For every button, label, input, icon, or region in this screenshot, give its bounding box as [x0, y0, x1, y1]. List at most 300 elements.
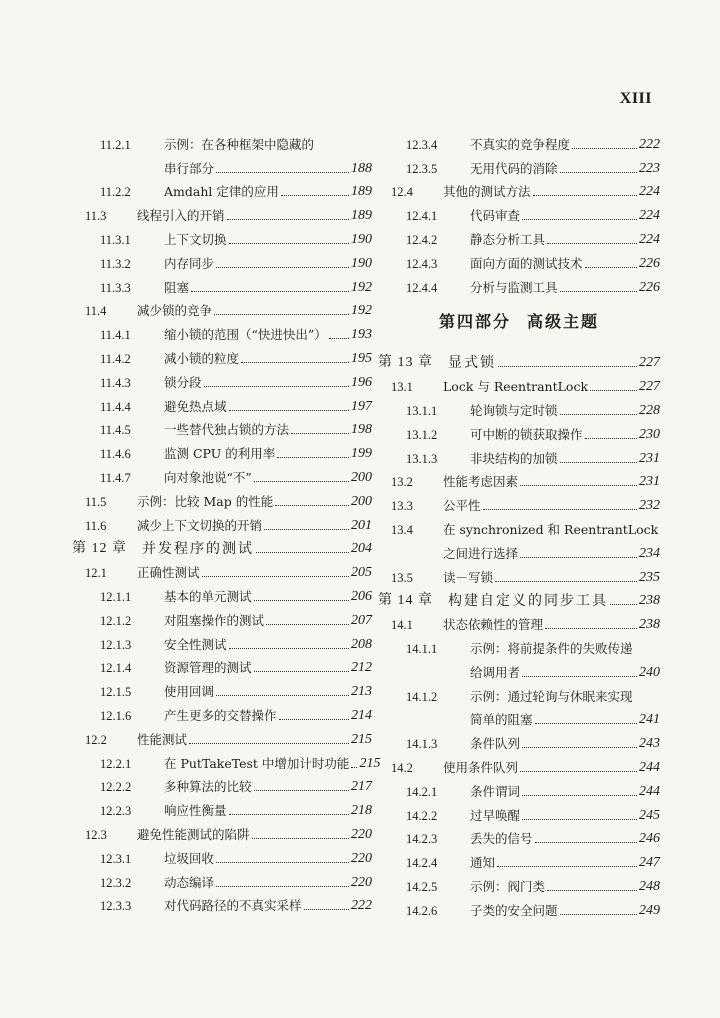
- dot-leader: [191, 291, 349, 292]
- part-heading: [378, 295, 660, 347]
- toc-entry: [72, 437, 372, 461]
- toc-entry: [378, 466, 660, 490]
- dot-leader: [547, 243, 637, 244]
- toc-entry-number: 11.3.3: [100, 280, 131, 295]
- toc-entry-title: 上下文切换: [164, 231, 227, 247]
- toc-entry-title: 减少上下文切换的开销: [137, 517, 263, 533]
- dot-leader: [610, 604, 637, 605]
- toc-entry: [72, 556, 372, 580]
- toc-entry-page: 238: [639, 617, 660, 633]
- toc-entry-page: 243: [639, 736, 660, 752]
- toc-entry-page: 234: [639, 545, 660, 561]
- dot-leader: [520, 557, 637, 558]
- toc-entry-title: 减少锁的竞争: [137, 303, 213, 319]
- dot-leader: [229, 814, 349, 815]
- toc-entry-number: 12.1.5: [100, 685, 132, 700]
- dot-leader: [266, 624, 349, 625]
- toc-entry-number: 11.4.7: [100, 470, 131, 485]
- toc-entry-title: 资源管理的测试: [164, 660, 252, 676]
- toc-entry: [72, 628, 372, 652]
- dot-leader: [227, 219, 349, 220]
- toc-entry: [378, 442, 660, 466]
- toc-entry-number: 13.1: [391, 380, 413, 395]
- toc-entry: [378, 608, 660, 632]
- toc-entry: [72, 247, 372, 271]
- toc-entry-title: 无用代码的消除: [470, 160, 558, 176]
- toc-entry: [378, 870, 660, 894]
- toc-entry-title: 示例：比较 Map 的性能: [137, 493, 274, 509]
- toc-entry: [378, 823, 660, 847]
- toc-entry: [378, 394, 660, 418]
- dot-leader: [545, 628, 637, 629]
- toc-entry-number: 14.1: [391, 618, 413, 633]
- toc-entry-number: 第 12 章: [72, 541, 127, 557]
- dot-leader: [216, 886, 349, 887]
- toc-entry-number: 11.6: [85, 518, 107, 533]
- part-title: 高级主题: [527, 312, 600, 332]
- toc-entry-page: 189: [351, 208, 372, 224]
- dot-leader: [560, 172, 637, 173]
- toc-entry: [72, 890, 372, 914]
- toc-entry-page: 224: [639, 231, 660, 247]
- toc-entry-page: 197: [351, 398, 372, 414]
- toc-entry-number: 12.1.1: [100, 589, 132, 604]
- toc-entry-page: 227: [639, 355, 660, 371]
- toc-entry-number: 14.2.3: [406, 832, 438, 847]
- dot-leader: [560, 914, 637, 915]
- toc-entry: [72, 652, 372, 676]
- toc-entry-page: 206: [351, 588, 372, 604]
- toc-entry-title: 垃圾回收: [164, 850, 215, 866]
- toc-entry-title: 串行部分: [164, 160, 215, 176]
- toc-entry-title: 显式锁: [448, 355, 496, 372]
- toc-entry-title: 示例：通过轮询与休眠来实现: [470, 688, 633, 704]
- dot-leader: [560, 462, 637, 463]
- toc-entry-number: 12.4.1: [406, 209, 438, 224]
- dot-leader: [522, 219, 637, 220]
- toc-entry-page: 196: [351, 374, 372, 390]
- toc-entry-title: 多种算法的比较: [164, 779, 252, 795]
- dot-leader: [520, 771, 637, 772]
- toc-entry: [378, 585, 660, 609]
- toc-entry-number: 13.1.3: [406, 451, 438, 466]
- toc-entry-title: 避免热点域: [164, 398, 227, 414]
- toc-entry: [72, 604, 372, 628]
- dot-leader: [590, 390, 637, 391]
- toc-entry-number: 14.1.2: [406, 689, 438, 704]
- toc-entry-title: 轮询锁与定时锁: [470, 402, 558, 418]
- toc-entry-number: 12.1.4: [100, 661, 132, 676]
- toc-entry: [378, 561, 660, 585]
- dot-leader: [281, 195, 349, 196]
- toc-entry-page: 188: [351, 160, 372, 176]
- dot-leader: [498, 366, 637, 367]
- toc-entry-number: 11.3: [85, 209, 107, 224]
- dot-leader: [535, 842, 637, 843]
- toc-entry-title: 条件谓词: [470, 783, 521, 799]
- toc-entry: [72, 747, 381, 771]
- toc-entry-page: 231: [639, 450, 660, 466]
- toc-entry-number: 11.3.2: [100, 256, 131, 271]
- dot-leader: [291, 433, 349, 434]
- toc-entry-title: 使用回调: [164, 684, 215, 700]
- toc-entry-number: 14.2: [391, 760, 413, 775]
- toc-entry-number: 12.3.4: [406, 137, 438, 152]
- toc-entry: [378, 632, 660, 656]
- toc-entry-page: 226: [639, 255, 660, 271]
- toc-entry: [72, 366, 372, 390]
- toc-entry-title: 对阻塞操作的测试: [164, 612, 265, 628]
- toc-entry: [72, 509, 372, 533]
- toc-entry: [378, 489, 660, 513]
- dot-leader: [522, 819, 637, 820]
- toc-entry-number: 14.2.2: [406, 808, 438, 823]
- toc-entry: [72, 152, 372, 176]
- toc-entry-title: 可中断的锁获取操作: [470, 426, 583, 442]
- toc-entry: [72, 699, 372, 723]
- toc-entry-number: 12.2: [85, 732, 107, 747]
- toc-entry-number: 12.1.3: [100, 637, 132, 652]
- toc-entry: [378, 751, 660, 775]
- page-number: XIII: [619, 90, 652, 107]
- toc-entry: [378, 152, 660, 176]
- dot-leader: [560, 291, 637, 292]
- toc-entry: [72, 390, 372, 414]
- toc-entry-number: 13.5: [391, 570, 413, 585]
- toc-entry-number: 12.1.6: [100, 708, 132, 723]
- dot-leader: [202, 576, 349, 577]
- toc-entry-page: 208: [351, 636, 372, 652]
- dot-leader: [216, 172, 349, 173]
- dot-leader: [229, 410, 349, 411]
- toc-entry: [378, 247, 660, 271]
- toc-entry-title: 锁分段: [164, 374, 202, 390]
- dot-leader: [522, 676, 637, 677]
- toc-entry-title: 使用条件队列: [443, 759, 519, 775]
- toc-entry: [378, 128, 660, 152]
- toc-entry: [378, 775, 660, 799]
- toc-entry-title: 基本的单元测试: [164, 588, 252, 604]
- toc-entry-page: 248: [639, 878, 660, 894]
- toc-entry-page: 224: [639, 184, 660, 200]
- toc-entry-page: 192: [351, 279, 372, 295]
- toc-entry: [72, 818, 372, 842]
- toc-entry-page: 230: [639, 426, 660, 442]
- toc-entry-page: 213: [351, 684, 372, 700]
- toc-entry-title: 其他的测试方法: [443, 184, 531, 200]
- toc-entry: [378, 894, 660, 918]
- dot-leader: [560, 414, 637, 415]
- toc-entry: [72, 723, 372, 747]
- toc-entry-page: 244: [639, 783, 660, 799]
- toc-entry-number: 12.4.4: [406, 280, 438, 295]
- toc-left-column: [72, 128, 381, 914]
- toc-entry-number: 11.2.1: [100, 137, 131, 152]
- toc-entry-page: 207: [351, 612, 372, 628]
- toc-entry: [72, 199, 372, 223]
- toc-entry-title: 代码审查: [470, 208, 521, 224]
- toc-entry-number: 14.1.3: [406, 737, 438, 752]
- toc-entry-title: 子类的安全问题: [470, 902, 558, 918]
- toc-entry-number: 11.4.5: [100, 423, 131, 438]
- toc-entry-title: 示例：将前提条件的失败传递: [470, 640, 633, 656]
- toc-entry-title: 简单的阻塞: [470, 712, 533, 728]
- toc-entry-number: 12.4: [391, 185, 413, 200]
- dot-leader: [495, 581, 637, 582]
- toc-entry-title: 产生更多的交替操作: [164, 707, 277, 723]
- toc-entry-title: 缩小锁的范围（“快进快出”）: [164, 327, 327, 343]
- dot-leader: [189, 743, 349, 744]
- toc-entry: [378, 418, 660, 442]
- toc-entry-title: 对代码路径的不真实采样: [164, 898, 302, 914]
- toc-entry-number: 12.2.3: [100, 804, 132, 819]
- dot-leader: [254, 481, 349, 482]
- toc-entry-title: 条件队列: [470, 736, 521, 752]
- toc-entry-title: 给调用者: [470, 664, 521, 680]
- toc-entry-number: 11.4.2: [100, 351, 131, 366]
- toc-entry-page: 226: [639, 279, 660, 295]
- toc-entry: [378, 223, 660, 247]
- toc-entry-title: 示例：阀门类: [470, 878, 546, 894]
- toc-entry-page: 193: [351, 327, 372, 343]
- toc-entry: [72, 580, 372, 604]
- toc-entry-title: 响应性衡量: [164, 803, 227, 819]
- toc-entry-title: 在 PutTakeTest 中增加计时功能: [164, 755, 350, 771]
- dot-leader: [214, 314, 349, 315]
- toc-entry-page: 214: [351, 707, 372, 723]
- toc-entry-page: 200: [351, 469, 372, 485]
- toc-entry-number: 12.3.2: [100, 875, 132, 890]
- toc-entry: [72, 295, 372, 319]
- toc-entry-page: 247: [639, 855, 660, 871]
- dot-leader: [216, 267, 349, 268]
- toc-entry: [378, 513, 660, 537]
- toc-entry-title: 分析与监测工具: [470, 279, 558, 295]
- toc-entry: [378, 370, 660, 394]
- toc-entry-title: 向对象池说“不”: [164, 469, 252, 485]
- toc-entry-title: 之间进行选择: [443, 545, 519, 561]
- toc-entry-page: 235: [639, 569, 660, 585]
- toc-entry-title: 避免性能测试的陷阱: [137, 826, 250, 842]
- dot-leader: [533, 195, 637, 196]
- toc-entry: [72, 675, 372, 699]
- toc-entry-page: 198: [351, 422, 372, 438]
- toc-entry-page: 220: [351, 826, 372, 842]
- toc-entry-number: 14.1.1: [406, 641, 438, 656]
- dot-leader: [216, 695, 349, 696]
- toc-entry-number: 13.1.1: [406, 403, 438, 418]
- toc-entry-number: 13.4: [391, 522, 413, 537]
- toc-entry-number: 14.2.6: [406, 903, 438, 918]
- toc-entry: [72, 414, 372, 438]
- toc-entry-number: 第 13 章: [378, 355, 433, 371]
- toc-entry: [72, 485, 372, 509]
- toc-entry-page: 217: [351, 779, 372, 795]
- toc-entry: [378, 680, 660, 704]
- toc-entry-title: 示例：在各种框架中隐藏的: [164, 136, 315, 152]
- toc-entry: [72, 318, 372, 342]
- toc-entry-number: 11.4.6: [100, 447, 131, 462]
- toc-entry-number: 12.2.1: [100, 756, 132, 771]
- toc-entry-number: 11.4: [85, 304, 107, 319]
- toc-entry-title: 通知: [470, 855, 496, 871]
- dot-leader: [204, 386, 349, 387]
- toc-entry-title: 监测 CPU 的利用率: [164, 446, 276, 462]
- toc-entry: [378, 846, 660, 870]
- toc-entry-page: 189: [351, 184, 372, 200]
- dot-leader: [254, 790, 349, 791]
- dot-leader: [277, 457, 349, 458]
- toc-entry-page: 215: [359, 755, 381, 771]
- toc-entry-page: 200: [351, 493, 372, 509]
- toc-entry-title: Lock 与 ReentrantLock: [443, 379, 589, 395]
- toc-entry-title: 过早唤醒: [470, 807, 521, 823]
- toc-entry-page: 205: [351, 565, 372, 581]
- toc-entry-title: 状态依赖性的管理: [443, 617, 544, 633]
- dot-leader: [275, 505, 349, 506]
- toc-entry-title: 线程引入的开销: [137, 208, 225, 224]
- toc-entry-number: 11.3.1: [100, 232, 131, 247]
- dot-leader: [535, 723, 637, 724]
- toc-entry-title: 在 synchronized 和 ReentrantLock: [443, 521, 659, 537]
- dot-leader: [304, 909, 349, 910]
- dot-leader: [264, 529, 349, 530]
- toc-entry-page: 199: [351, 446, 372, 462]
- dot-leader: [216, 862, 349, 863]
- toc-entry-number: 14.2.1: [406, 784, 438, 799]
- toc-entry-page: 241: [639, 712, 660, 728]
- dot-leader: [547, 890, 637, 891]
- toc-entry-page: 249: [639, 902, 660, 918]
- toc-entry-number: 11.4.3: [100, 375, 131, 390]
- dot-leader: [522, 747, 637, 748]
- toc-entry-title: 性能考虑因素: [443, 474, 519, 490]
- toc-entry-page: 204: [351, 541, 372, 557]
- toc-entry-number: 12.3.3: [100, 899, 132, 914]
- toc-entry: [378, 704, 660, 728]
- toc-entry-number: 12.1.2: [100, 613, 132, 628]
- toc-entry-number: 14.2.5: [406, 879, 438, 894]
- toc-entry-title: 静态分析工具: [470, 231, 546, 247]
- toc-entry-page: 224: [639, 208, 660, 224]
- dot-leader: [520, 485, 637, 486]
- dot-leader: [229, 648, 349, 649]
- toc-entry-number: 12.4.2: [406, 232, 438, 247]
- toc-entry: [72, 771, 372, 795]
- dot-leader: [497, 866, 637, 867]
- toc-entry-page: 215: [351, 731, 372, 747]
- toc-entry-title: 构建自定义的同步工具: [448, 593, 608, 610]
- dot-leader: [585, 438, 637, 439]
- toc-entry-title: 丢失的信号: [470, 831, 533, 847]
- dot-leader: [254, 600, 349, 601]
- toc-entry-page: 220: [351, 850, 372, 866]
- toc-entry-number: 第 14 章: [378, 593, 433, 609]
- toc-entry-page: 240: [639, 664, 660, 680]
- toc-entry: [378, 176, 660, 200]
- toc-entry: [72, 223, 372, 247]
- toc-entry-title: 正确性测试: [137, 565, 200, 581]
- toc-entry-page: 238: [639, 593, 660, 609]
- dot-leader: [252, 838, 349, 839]
- toc-entry-page: 223: [639, 160, 660, 176]
- toc-entry: [378, 727, 660, 751]
- dot-leader: [254, 671, 349, 672]
- toc-entry-number: 12.3.1: [100, 851, 132, 866]
- toc-entry-title: 阻塞: [164, 279, 190, 295]
- toc-entry: [72, 794, 372, 818]
- toc-entry-page: 212: [351, 660, 372, 676]
- toc-entry: [72, 461, 372, 485]
- toc-entry-title: 一些替代独占锁的方法: [164, 422, 290, 438]
- toc-entry-title: 面向方面的测试技术: [470, 255, 583, 271]
- toc-entry: [378, 271, 660, 295]
- toc-entry-page: 195: [351, 350, 372, 366]
- toc-entry-page: 232: [639, 498, 660, 514]
- toc-entry-title: 不真实的竞争程度: [470, 136, 571, 152]
- toc-entry-title: 安全性测试: [164, 636, 227, 652]
- toc-entry-page: 222: [639, 136, 660, 152]
- toc-entry-page: 231: [639, 474, 660, 490]
- dot-leader: [522, 795, 637, 796]
- dot-leader: [279, 719, 349, 720]
- dot-leader: [256, 552, 349, 553]
- toc-entry-page: 246: [639, 831, 660, 847]
- toc-entry-page: 192: [351, 303, 372, 319]
- toc-entry-page: 190: [351, 231, 372, 247]
- toc-entry: [72, 533, 372, 557]
- toc-entry-page: 201: [351, 517, 372, 533]
- toc-entry: [72, 866, 372, 890]
- toc-entry-number: 11.4.1: [100, 328, 131, 343]
- toc-entry-title: Amdahl 定律的应用: [164, 184, 279, 200]
- toc-entry-page: 228: [639, 402, 660, 418]
- toc-entry-title: 动态编译: [164, 874, 215, 890]
- dot-leader: [329, 338, 349, 339]
- toc-entry: [72, 176, 372, 200]
- toc-entry-title: 内存同步: [164, 255, 215, 271]
- toc-entry: [378, 537, 660, 561]
- toc-entry-title: 公平性: [443, 498, 481, 514]
- dot-leader: [483, 509, 637, 510]
- toc-entry: [378, 799, 660, 823]
- toc-entry-page: 218: [351, 803, 372, 819]
- toc-entry-number: 12.3.5: [406, 161, 438, 176]
- toc-entry: [72, 271, 372, 295]
- toc-entry: [378, 199, 660, 223]
- toc-entry-number: 13.3: [391, 499, 413, 514]
- toc-entry-number: 13.2: [391, 475, 413, 490]
- toc-entry: [72, 342, 372, 366]
- toc-entry-number: 11.2.2: [100, 185, 131, 200]
- toc-entry: [72, 842, 372, 866]
- toc-entry-title: 减小锁的粒度: [164, 350, 240, 366]
- toc-entry-page: 244: [639, 759, 660, 775]
- toc-entry-title: 性能测试: [137, 731, 188, 747]
- toc-entry-number: 14.2.4: [406, 856, 438, 871]
- toc-entry-page: 227: [639, 379, 660, 395]
- toc-entry-number: 13.1.2: [406, 427, 438, 442]
- dot-leader: [351, 767, 357, 768]
- part-label: 第四部分: [438, 312, 511, 332]
- toc-entry-number: 12.2.2: [100, 780, 132, 795]
- toc-entry-number: 12.1: [85, 566, 107, 581]
- dot-leader: [241, 362, 349, 363]
- dot-leader: [229, 243, 349, 244]
- toc-entry: [378, 347, 660, 371]
- toc-entry-page: 222: [351, 898, 372, 914]
- toc-entry: [378, 656, 660, 680]
